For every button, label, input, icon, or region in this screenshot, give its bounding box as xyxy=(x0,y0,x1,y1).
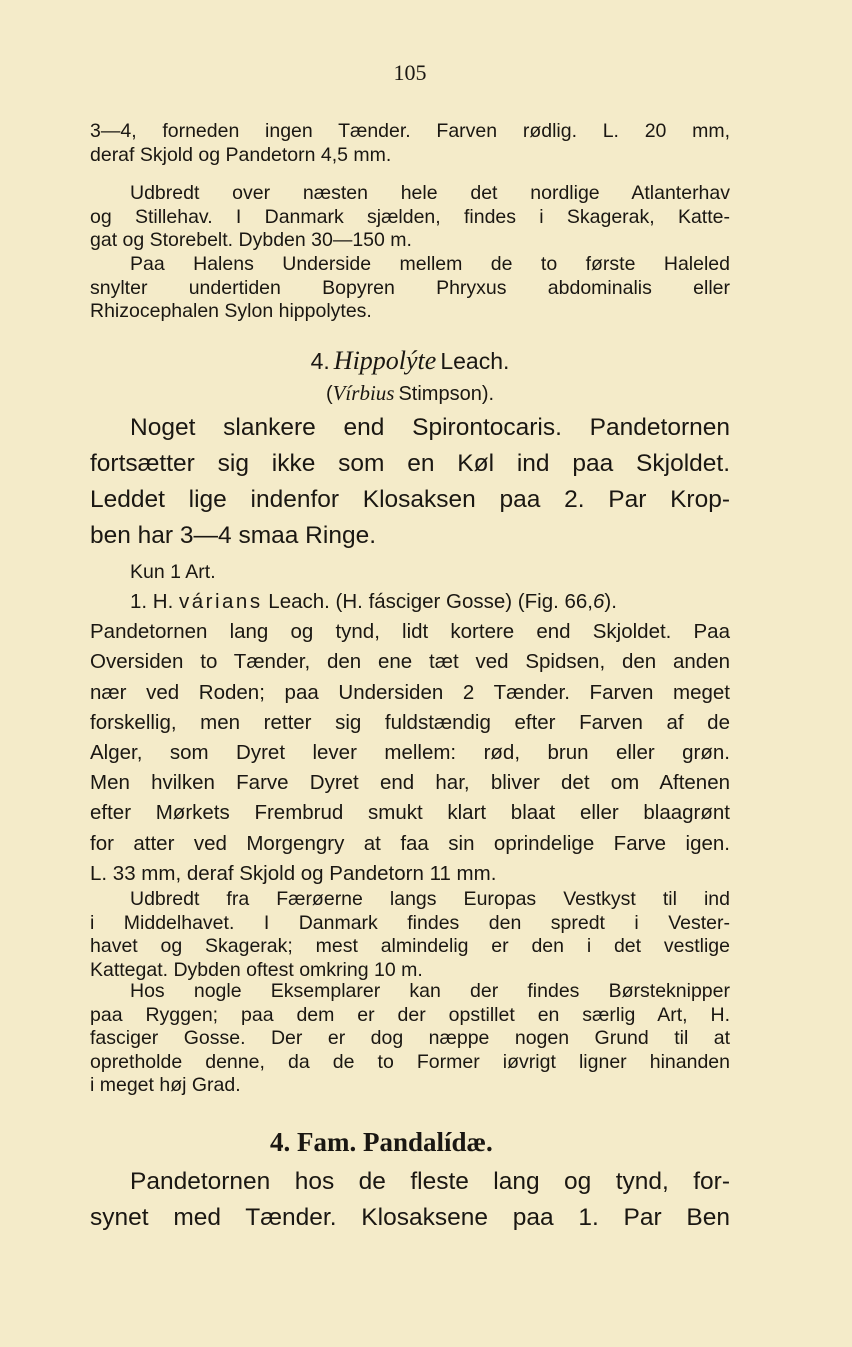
distribution-paragraph-2 xyxy=(90,888,730,982)
text-line: 3—4, forneden ingen Tænder. Farven rødlig. L. 20 mm, xyxy=(90,120,730,142)
parasites-paragraph xyxy=(90,253,730,324)
text-line: nær ved Roden; paa Undersiden 2 Tænder. Farven meget xyxy=(90,680,730,704)
carryover-paragraph xyxy=(90,120,730,167)
text-line: opretholde denne, da de to Former iøvrigt ligner hinanden xyxy=(90,1050,730,1073)
text-line: fasciger Gosse. Der er dog næppe nogen Grund til at xyxy=(90,1027,730,1049)
text-line: i Middelhavet. I Danmark findes den spredt i Vester- xyxy=(90,911,730,934)
text-line: Hos nogle Eksemplarer kan der findes Børsteknipper xyxy=(130,980,730,1002)
genus-synonym: (Vírbius Stimpson). xyxy=(325,381,495,405)
page-number: 105 xyxy=(393,60,427,85)
text-line: for atter ved Morgengry at faa sin oprindelige Farve igen. xyxy=(90,831,730,855)
text-line: efter Mørkets Frembrud smukt klart blaat eller blaagrønt xyxy=(90,801,730,825)
text-line: Noget slankere end Spirontocaris. Pandetornen xyxy=(130,414,730,441)
text-line: snylter undertiden Bopyren Phryxus abdominalis eller xyxy=(90,276,730,299)
text-line: Pandetornen hos de fleste lang og tynd, for- xyxy=(130,1168,730,1195)
text-line: og Stillehav. I Danmark sjælden, findes i Skagerak, Katte- xyxy=(90,205,730,228)
bristles-paragraph xyxy=(90,980,730,1098)
text-line: Udbredt fra Færøerne langs Europas Vestkyst til ind xyxy=(130,888,730,910)
text-line: fortsætter sig ikke som en Køl ind paa Skjoldet. xyxy=(90,450,730,477)
genus-name: Hippolýte xyxy=(333,346,437,375)
text-line: Udbredt over næsten hele det nordlige Atlanterhav xyxy=(130,182,730,204)
species-heading: 1. H. várians Leach. (H. fásciger Gosse) (Fig. 66,6). xyxy=(130,590,617,613)
family-heading: 4. Fam. Pandalídæ. xyxy=(270,1127,493,1157)
text-line: Oversiden to Tænder, den ene tæt ved Spidsen, den anden xyxy=(90,650,730,674)
text-line: Paa Halens Underside mellem de to første Haleled xyxy=(130,253,730,275)
text-line: Pandetornen lang og tynd, lidt kortere end Skjoldet. Paa xyxy=(90,620,730,644)
text-line: i meget høj Grad. xyxy=(90,1074,241,1096)
text-line: synet med Tænder. Klosaksene paa 1. Par Ben xyxy=(90,1204,730,1231)
species-count: Kun 1 Art. xyxy=(130,561,216,583)
text-line: ben har 3—4 smaa Ringe. xyxy=(90,522,376,549)
text-line: L. 33 mm, deraf Skjold og Pandetorn 11 mm. xyxy=(90,861,497,885)
text-line: Kattegat. Dybden oftest omkring 10 m. xyxy=(90,958,423,981)
text-line: paa Ryggen; paa dem er der opstillet en særlig Art, H. xyxy=(90,1003,730,1026)
text-line: Alger, som Dyret lever mellem: rød, brun eller grøn. xyxy=(90,741,730,765)
text-line: Men hvilken Farve Dyret end har, bliver det om Aftenen xyxy=(90,771,730,795)
genus-heading: 4. Hippolýte Leach. xyxy=(310,346,510,375)
species-epithet: várians xyxy=(179,590,263,613)
distribution-paragraph xyxy=(90,182,730,253)
text-line: gat og Storebelt. Dybden 30—150 m. xyxy=(90,229,412,251)
genus-description xyxy=(90,410,730,554)
text-line: havet og Skagerak; mest almindelig er den i det vestlige xyxy=(90,935,730,957)
text-line: Rhizocephalen Sylon hippolytes. xyxy=(90,300,372,322)
text-line: deraf Skjold og Pandetorn 4,5 mm. xyxy=(90,143,392,166)
family-description xyxy=(90,1164,730,1236)
text-line: Leddet lige indenfor Klosaksen paa 2. Par Krop- xyxy=(90,486,730,513)
synonym-name: Vírbius xyxy=(332,381,395,405)
text-line: forskellig, men retter sig fuldstændig efter Farven af de xyxy=(90,710,730,734)
species-entry xyxy=(90,587,730,889)
